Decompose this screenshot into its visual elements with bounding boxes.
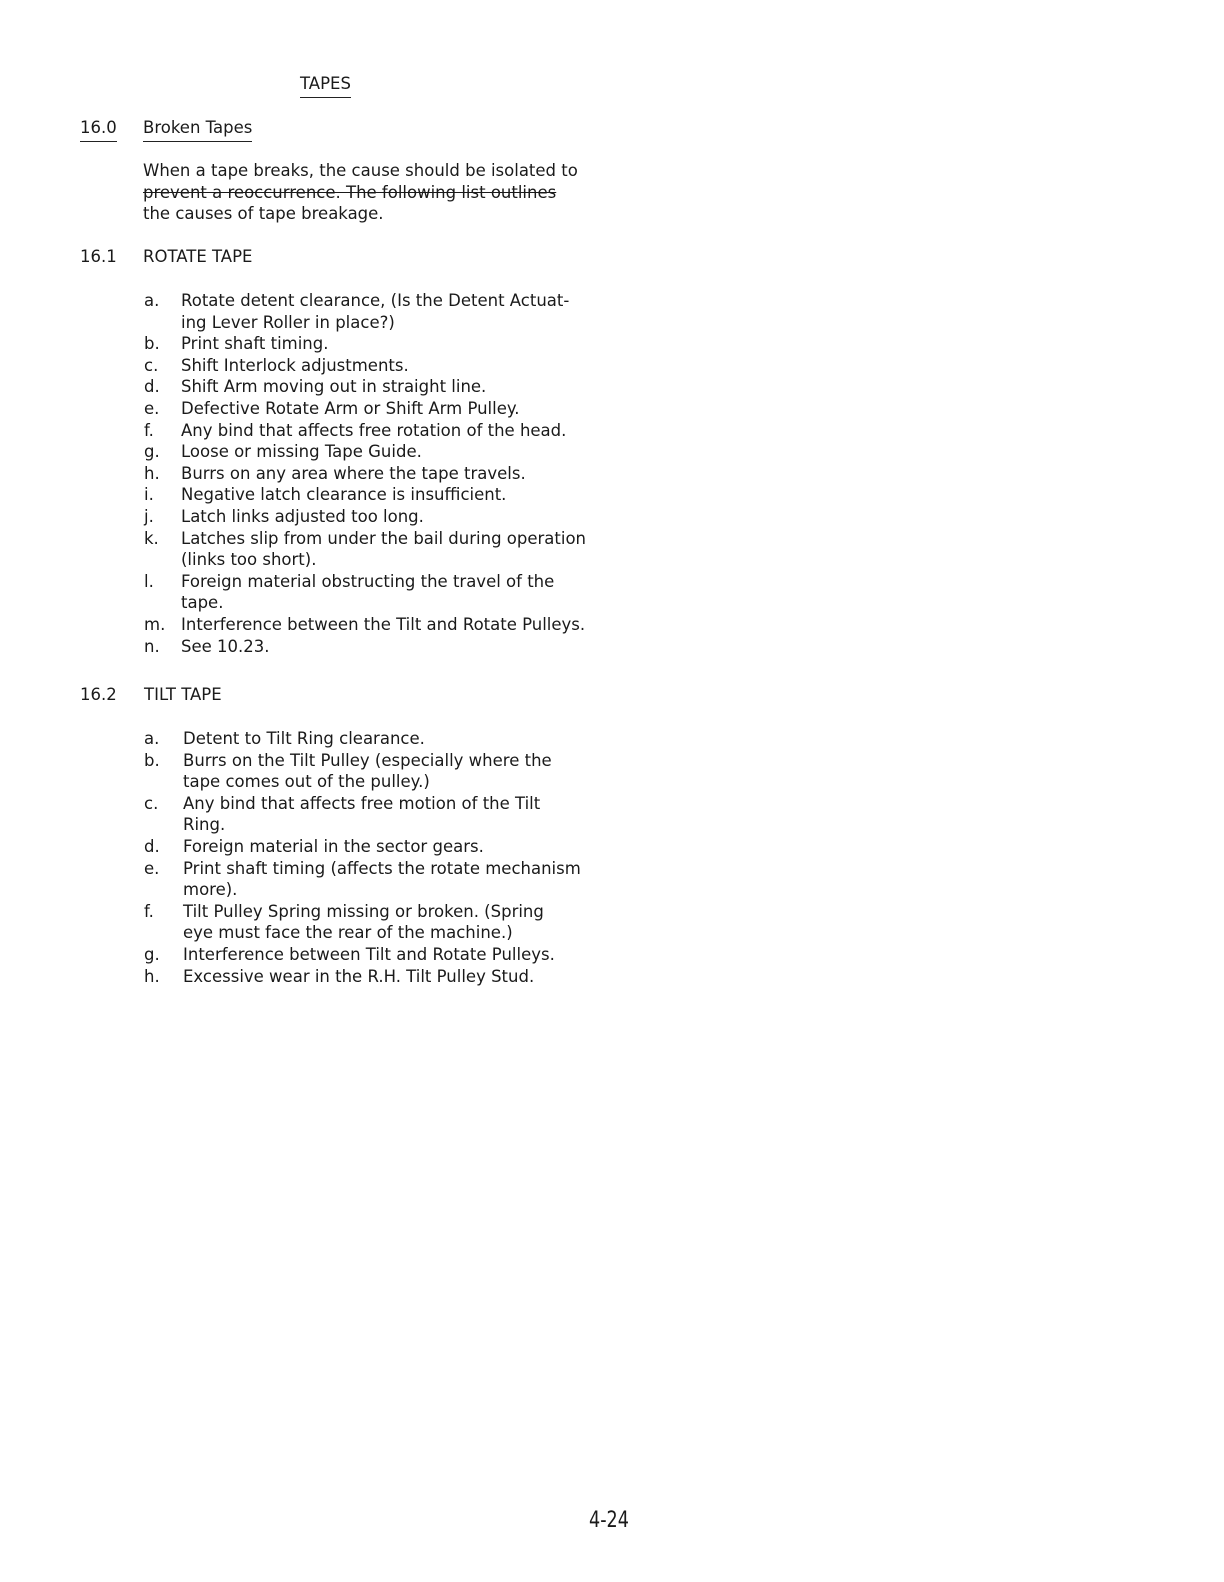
list-marker: h. [144,463,160,483]
paragraph-line: When a tape breaks, the cause should be isolated to [143,161,578,180]
list-item-text: Rotate detent clearance, (Is the Detent Actuat- [181,291,570,310]
list-item-text: Shift Arm moving out in straight line. [181,377,487,397]
list-item-text: Any bind that affects free rotation of the head. [181,420,567,440]
paragraph-line: prevent a reoccurrence. The following list outlines [143,182,557,202]
list-item-text: more). [183,880,238,900]
list-item-text: Interference between the Tilt and Rotate Pulleys. [181,615,586,634]
list-item-text: Latches slip from under the bail during operation [181,528,587,548]
section-number: 16.1 [80,247,117,266]
list-marker: d. [144,837,160,856]
list-marker: c. [144,793,159,813]
list-marker: a. [144,291,160,310]
list-item-text: Tilt Pulley Spring missing or broken. (Spring [183,901,544,921]
list-marker: d. [144,377,160,397]
section-number: 16.0 [80,117,117,142]
list-item-text: Excessive wear in the R.H. Tilt Pulley Stud. [183,966,535,986]
list-marker: f. [144,420,154,440]
list-item-text: Burrs on the Tilt Pulley (especially where the [183,750,552,770]
list-item-text: Negative latch clearance is insufficient. [181,485,507,505]
list-marker: i. [144,485,154,505]
list-marker: e. [144,858,160,878]
list-item-text: ing Lever Roller in place?) [181,312,395,332]
list-item-text: See 10.23. [181,636,270,656]
list-marker: n. [144,636,160,656]
list-marker: j. [144,507,154,526]
list-item-text: eye must face the rear of the machine.) [183,923,513,943]
list-marker: a. [144,729,160,748]
list-marker: l. [144,571,154,591]
page-title: TAPES [300,73,351,98]
list-marker: g. [144,442,160,462]
list-item-text: Latch links adjusted too long. [181,507,424,526]
list-item-text: Print shaft timing. [181,334,329,354]
list-item-text: Detent to Tilt Ring clearance. [183,729,425,748]
list-marker: g. [144,945,160,964]
section-heading: Broken Tapes [143,117,252,142]
section-number: 16.2 [80,685,117,704]
list-item-text: tape comes out of the pulley.) [183,772,430,792]
list-marker: c. [144,355,159,375]
page-number: 4-24 [589,1508,629,1533]
list-item-text: Foreign material obstructing the travel of the [181,571,555,591]
list-item-text: Any bind that affects free motion of the Tilt [183,793,541,813]
list-item-text: Ring. [183,815,226,835]
list-item-text: Interference between Tilt and Rotate Pulleys. [183,945,555,964]
list-marker: b. [144,334,160,354]
paragraph-line: the causes of tape breakage. [143,204,384,224]
list-item-text: (links too short). [181,550,317,570]
list-marker: b. [144,750,160,770]
list-marker: e. [144,399,160,418]
list-item-text: Foreign material in the sector gears. [183,837,484,856]
list-marker: f. [144,901,154,921]
list-item-text: tape. [181,593,224,613]
list-marker: m. [144,615,166,634]
list-item-text: Print shaft timing (affects the rotate mechanism [183,858,581,878]
section-heading: ROTATE TAPE [143,247,253,266]
list-item-text: Burrs on any area where the tape travels. [181,463,526,483]
section-heading: TILT TAPE [144,685,222,704]
list-marker: h. [144,966,160,986]
list-item-text: Shift Interlock adjustments. [181,355,409,375]
list-marker: k. [144,528,159,548]
list-item-text: Loose or missing Tape Guide. [181,442,422,462]
list-item-text: Defective Rotate Arm or Shift Arm Pulley. [181,399,520,418]
